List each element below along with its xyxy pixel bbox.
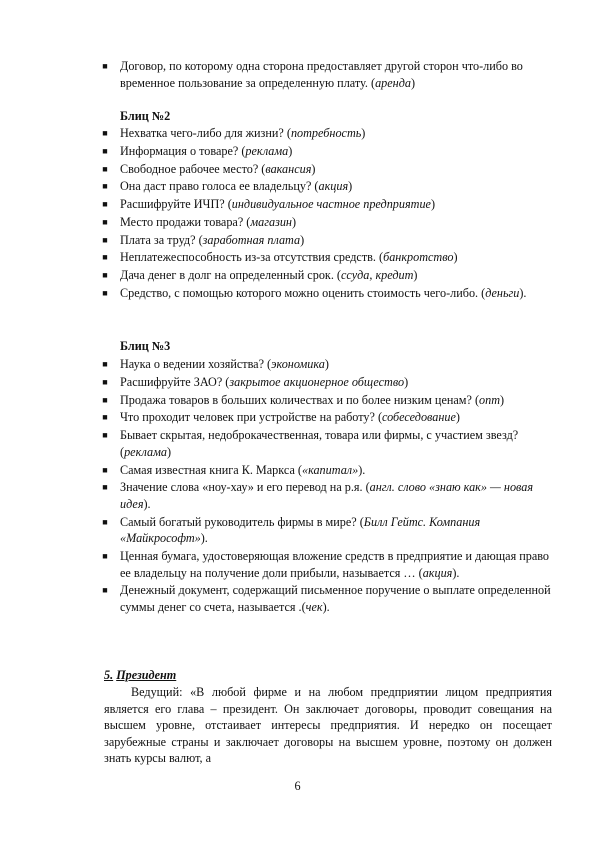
square-bullet-icon: ■ (102, 412, 108, 423)
item-text: Нехватка чего-либо для жизни? ( (120, 126, 291, 140)
item-answer: потребность (290, 126, 362, 140)
item-end: ). (143, 496, 151, 511)
square-bullet-icon: ■ (102, 394, 108, 405)
list-item (99, 514, 552, 547)
item-text: Неплатежеспособность из-за отсутствия средств. ( (120, 250, 384, 265)
item-end: ). (322, 600, 330, 614)
section-heading (104, 667, 176, 684)
list-item (99, 178, 552, 195)
list-item (99, 285, 552, 302)
square-bullet-icon: ■ (102, 464, 108, 475)
list-item (99, 409, 552, 426)
list-item (99, 374, 552, 391)
item-end: ) (455, 410, 460, 425)
item-text: Она даст право голоса ее владельцу? ( (120, 179, 319, 194)
list-item (99, 548, 552, 581)
list-item (99, 462, 552, 479)
item-answer: магазин (250, 214, 292, 229)
item-end: ) (500, 392, 505, 407)
item-end: ) (311, 161, 316, 176)
item-text: Свободное рабочее место? ( (120, 161, 266, 176)
item-text: Наука о ведении хозяйства? ( (120, 357, 272, 371)
item-answer: акция (422, 565, 453, 580)
item-text: Расшифруйте ЗАО? ( (120, 374, 230, 389)
section-title: Президент (116, 668, 177, 682)
item-text: Денежный документ, содержащий письменное поручение о выплате определенной суммы денег со счета, называется .( (120, 583, 551, 614)
item-text: Расшифруйте ИЧП? ( (120, 197, 232, 212)
square-bullet-icon: ■ (102, 61, 108, 71)
item-answer: аренда (375, 75, 411, 90)
list-item (99, 143, 552, 160)
item-answer: «капитал» (301, 462, 359, 477)
list-item (99, 267, 552, 284)
square-bullet-icon: ■ (102, 181, 108, 192)
item-end: ) (300, 232, 305, 247)
square-bullet-icon: ■ (102, 430, 108, 441)
square-bullet-icon: ■ (102, 288, 108, 299)
list-item (99, 392, 552, 409)
square-bullet-icon: ■ (102, 551, 108, 562)
square-bullet-icon: ■ (102, 234, 108, 245)
item-answer: чек (305, 600, 323, 614)
square-bullet-icon: ■ (102, 199, 108, 210)
item-end: ) (348, 179, 353, 194)
item-text: Договор, по которому одна сторона предоставляет другой сторон что-либо во временное пользование за определенную плату. ( (120, 59, 523, 90)
blitz2-heading: Блиц №2 (120, 109, 171, 123)
item-answer: экономика (271, 357, 325, 371)
square-bullet-icon: ■ (102, 128, 108, 138)
item-answer: акция (318, 179, 349, 194)
list-item (99, 582, 552, 615)
item-end: ). (519, 286, 527, 301)
item-end: ) (166, 444, 172, 459)
square-bullet-icon: ■ (102, 585, 108, 596)
square-bullet-icon: ■ (102, 359, 108, 369)
item-end: ) (324, 357, 329, 371)
square-bullet-icon: ■ (102, 216, 108, 227)
item-text: Место продажи товара? ( (120, 214, 251, 229)
item-answer: заработная плата (202, 232, 301, 247)
list-item (99, 161, 552, 178)
list-item (99, 196, 552, 213)
item-text: Информация о товаре? ( (120, 143, 246, 158)
item-text: Ценная бумага, удостоверяющая вложение средств в предприятие и дающая право ее владельцу на получение доли прибыли, называется … ( (120, 549, 550, 580)
item-end: ). (358, 462, 366, 477)
square-bullet-icon: ■ (102, 482, 108, 493)
item-end: ) (361, 126, 366, 140)
top-bullet-list (99, 58, 552, 92)
item-answer: вакансия (265, 161, 312, 176)
item-answer: индивидуальное частное предприятие (231, 197, 431, 212)
blitz3-list (99, 356, 552, 617)
item-answer: закрытое акционерное общество (229, 374, 405, 389)
list-item (99, 356, 552, 373)
item-end: ) (291, 214, 297, 229)
item-text: Средство, с помощью которого можно оценить стоимость чего-либо. ( (120, 286, 486, 301)
item-end: ) (430, 197, 436, 212)
item-answer: деньги (485, 286, 520, 301)
item-answer: ссуда, кредит (340, 268, 414, 283)
list-item (99, 249, 552, 266)
item-end: ) (410, 75, 416, 90)
list-item (99, 427, 552, 460)
item-text: Дача денег в долг на определенный срок. ( (120, 268, 341, 283)
item-text: Самая известная книга К. Маркса ( (120, 462, 302, 477)
item-text: Бывает скрытая, недоброкачественная, товара или фирмы, с участием звезд? ( (120, 428, 519, 459)
item-end: ). (200, 531, 208, 546)
item-end: ) (288, 143, 293, 158)
item-text: Плата за труд? ( (120, 232, 203, 247)
item-end: ) (404, 374, 409, 389)
item-answer: опт (479, 392, 501, 407)
item-answer: реклама (245, 143, 289, 158)
blitz2-list (99, 125, 552, 303)
list-item (99, 232, 552, 249)
section-number: 5. (104, 668, 114, 682)
item-text: Продажа товаров в больших количествах и по более низким ценам? ( (120, 392, 480, 407)
item-answer: Билл Гейтс. Компания «Майкрософт» (120, 514, 481, 546)
item-end: ) (453, 250, 458, 265)
square-bullet-icon: ■ (102, 376, 108, 387)
item-answer: собеседование (382, 410, 456, 425)
section-paragraph: Ведущий: «В любой фирме и на любом предприятии лицом предприятия является его глава – президент. Он заключает договоры, проводит совещания на высшем уровне, отстаивает интересы предприятия. И нередко он посещает зарубежные страны и заключает договоры на высшем уровне, поэтому он должен знать курсы валют, а (104, 685, 552, 766)
blitz3-heading: Блиц №3 (120, 339, 171, 353)
item-answer: реклама (124, 444, 167, 459)
item-text: Значение слова «ноу-хау» и его перевод на р.я. ( (120, 480, 370, 495)
square-bullet-icon: ■ (102, 145, 108, 156)
item-text: Самый богатый руководитель фирмы в мире? ( (120, 514, 364, 529)
list-item (99, 58, 552, 91)
item-answer: банкротство (383, 250, 454, 265)
item-answer: англ. слово «знаю как» — новая идея (120, 480, 534, 511)
square-bullet-icon: ■ (102, 516, 108, 527)
square-bullet-icon: ■ (102, 252, 108, 263)
item-end: ) (413, 268, 418, 283)
item-end: ). (452, 565, 460, 580)
list-item (99, 479, 552, 512)
item-text: Что проходит человек при устройстве на работу? ( (120, 410, 383, 425)
page-number: 6 (294, 779, 301, 793)
list-item (99, 214, 552, 231)
square-bullet-icon: ■ (102, 270, 108, 281)
list-item (99, 125, 552, 142)
square-bullet-icon: ■ (102, 163, 108, 174)
